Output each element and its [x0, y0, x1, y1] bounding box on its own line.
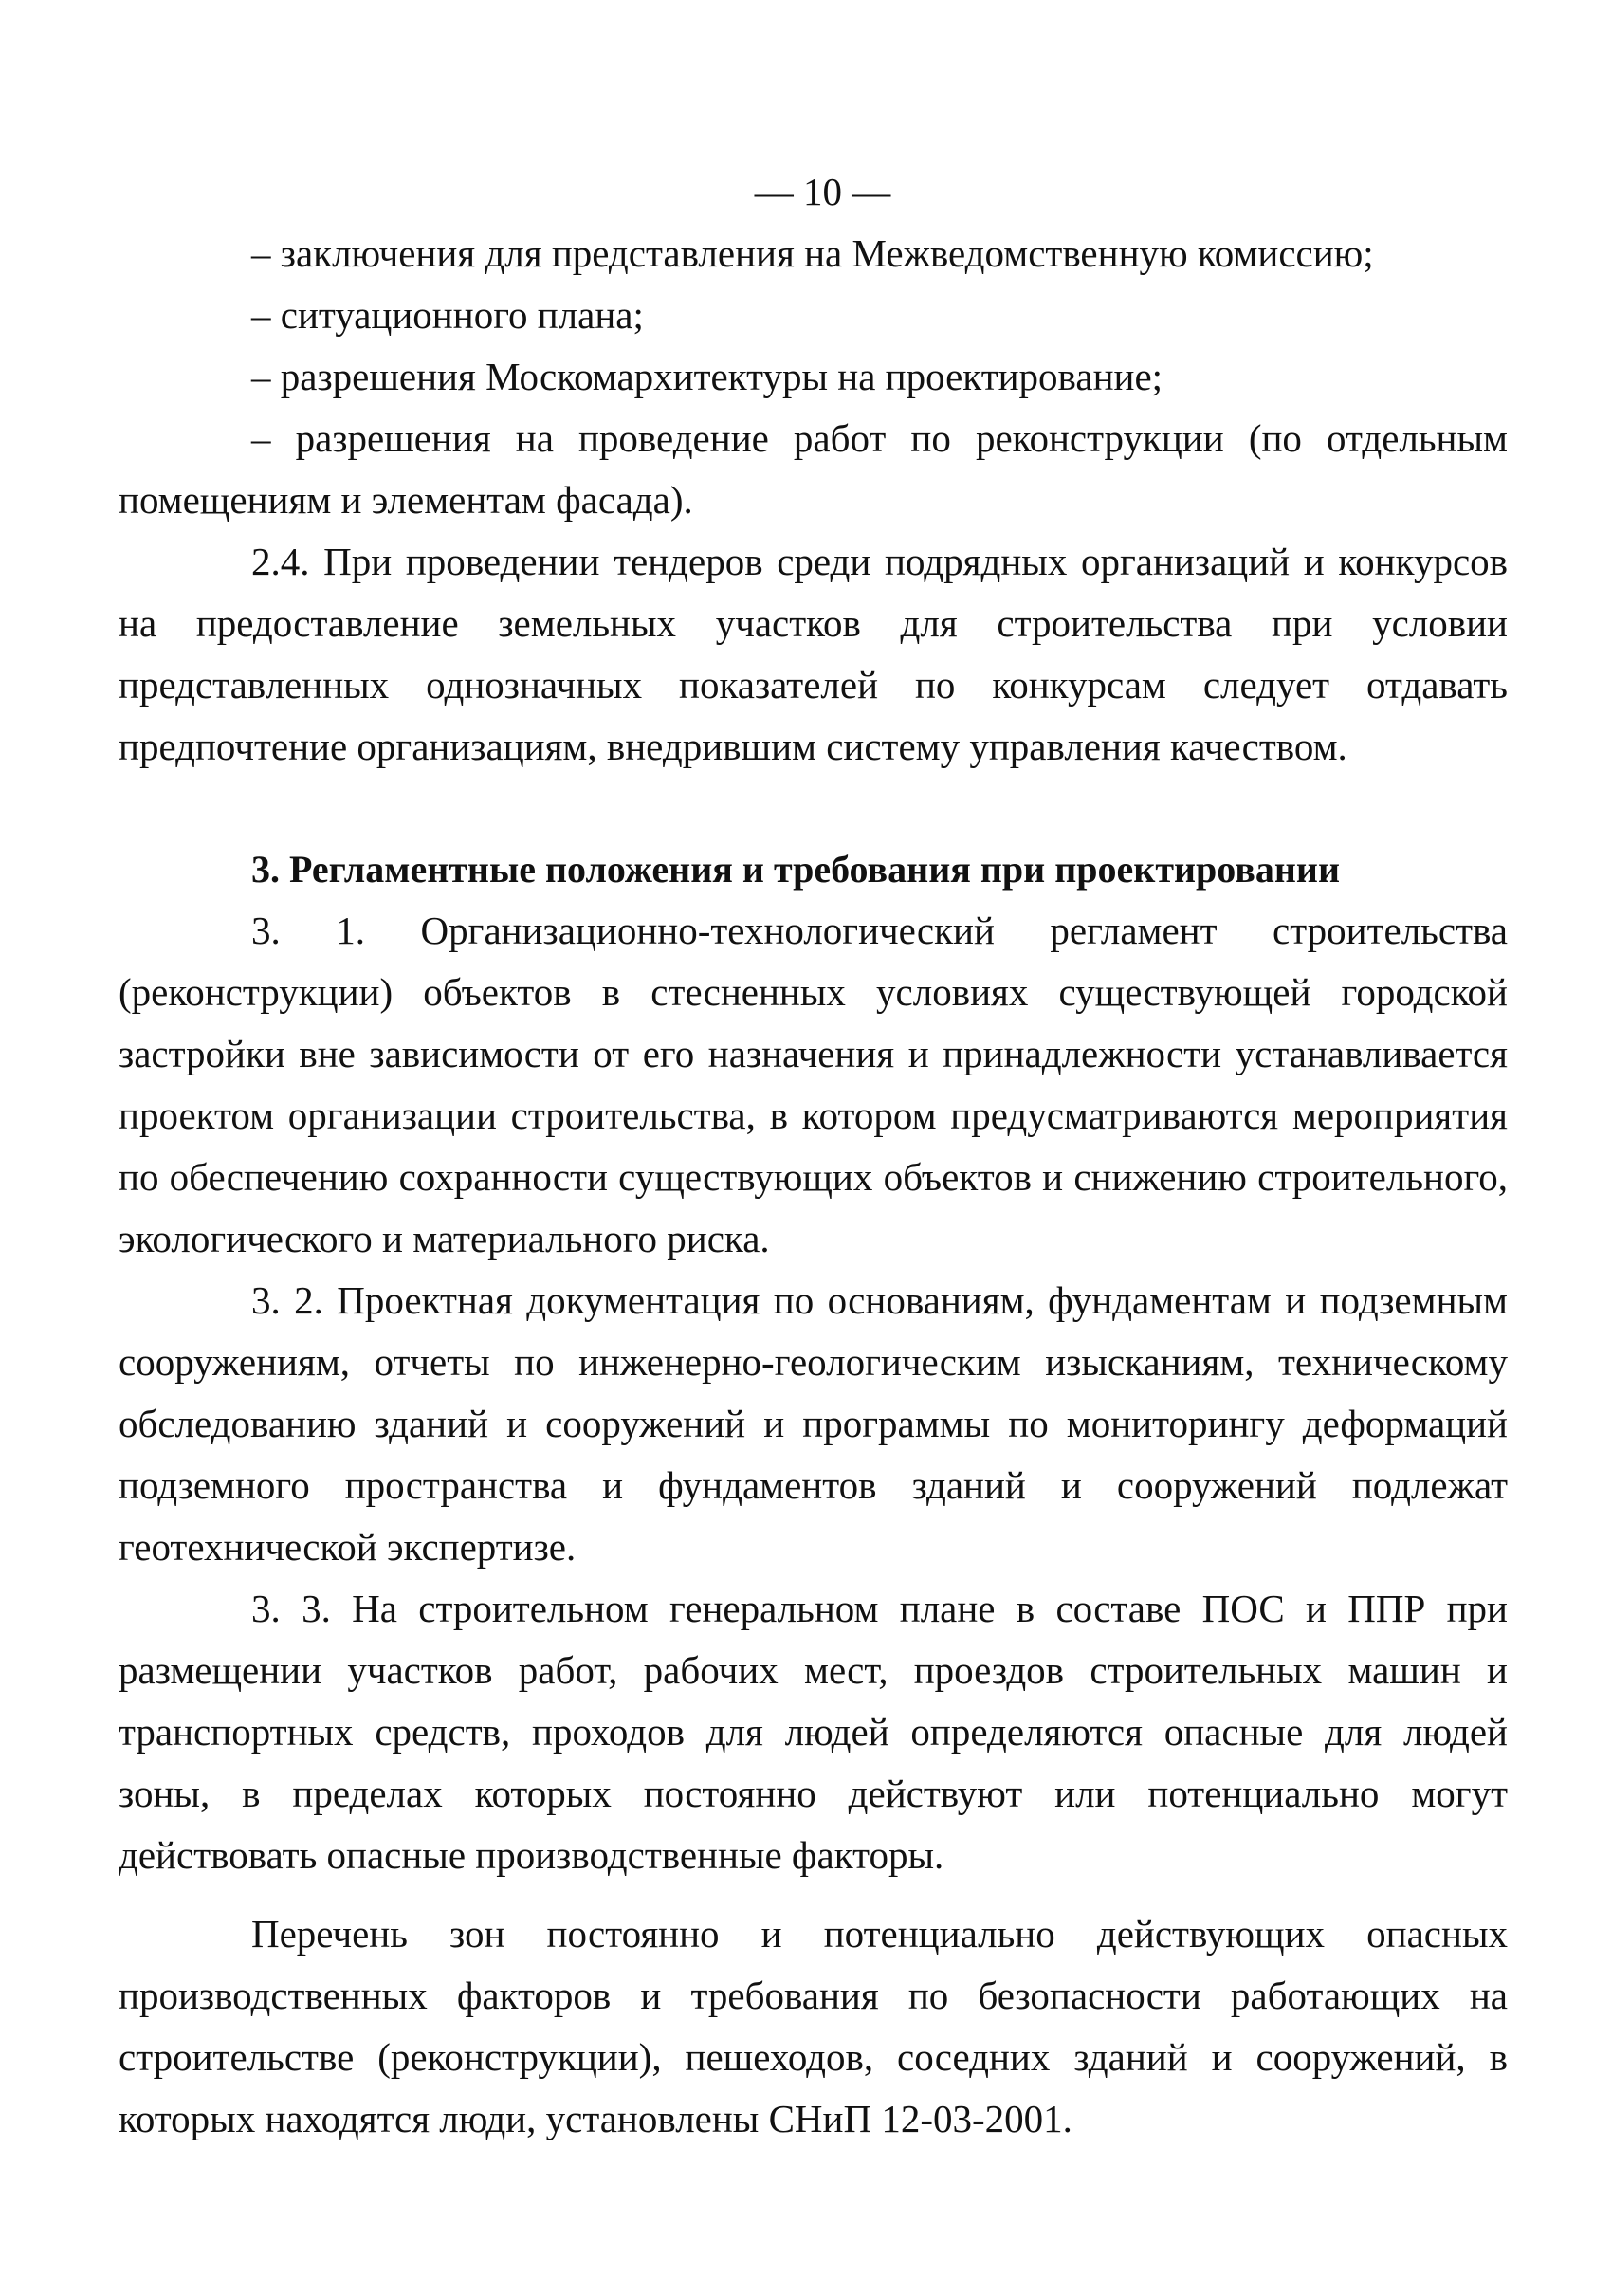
paragraph-hazard-zones: Перечень зон постоянно и потенциально действующих опасных производственных факторов и требования по безопасности работающих на строительстве (реконструкции), пешеходов, соседних зданий и сооружений, в которых находятся люди, установлены СНиП 12-03-2001. [119, 1912, 1508, 2140]
list-item-situational-plan: – ситуационного плана; [251, 293, 644, 337]
paragraph-3-3: 3. 3. На строительном генеральном плане в составе ПОС и ППР при размещении участков работ, рабочих мест, проездов строительных машин и транспортных средств, проходов для людей определяются опасные для людей зоны, в пределах которых постоянно действуют или потенциально могут действовать опасные производственные факторы. [119, 1587, 1508, 1877]
list-item-reconstruction-permit: – разрешения на проведение работ по реконструкции (по отдельным помещениям и элементам фасада). [119, 416, 1508, 522]
page-number: — 10 — [754, 170, 891, 213]
list-item-moskomarkhitektura-permit: – разрешения Москомархитектуры на проектирование; [251, 355, 1163, 398]
paragraph-3-2: 3. 2. Проектная документация по основаниям, фундаментам и подземным сооружениям, отчеты по инженерно-геологическим изысканиям, техническому обследованию зданий и сооружений и программы по мониторингу деформаций подземного пространства и фундаментов зданий и сооружений подлежат геотехнической экспертизе. [119, 1278, 1508, 1569]
paragraph-2-4: 2.4. При проведении тендеров среди подрядных организаций и конкурсов на предоставление земельных участков для строительства при условии представленных однозначных показателей по конкурсам следует отдавать предпочтение организациям, внедрившим систему управления качеством. [119, 540, 1508, 768]
section-3-heading: 3. Регламентные положения и требования при проектировании [251, 848, 1341, 891]
paragraph-3-1: 3. 1. Организационно-технологический регламент строительства (реконструкции) объектов в стесненных условиях существующей городской застройки вне зависимости от его назначения и принадлежности устанавливается проектом организации строительства, в котором предусматриваются мероприятия по обеспечению сохранности существующих объектов и снижению строительного, экологического и материального риска. [119, 909, 1508, 1260]
list-item-conclusion: – заключения для представления на Межведомственную комиссию; [251, 231, 1374, 275]
